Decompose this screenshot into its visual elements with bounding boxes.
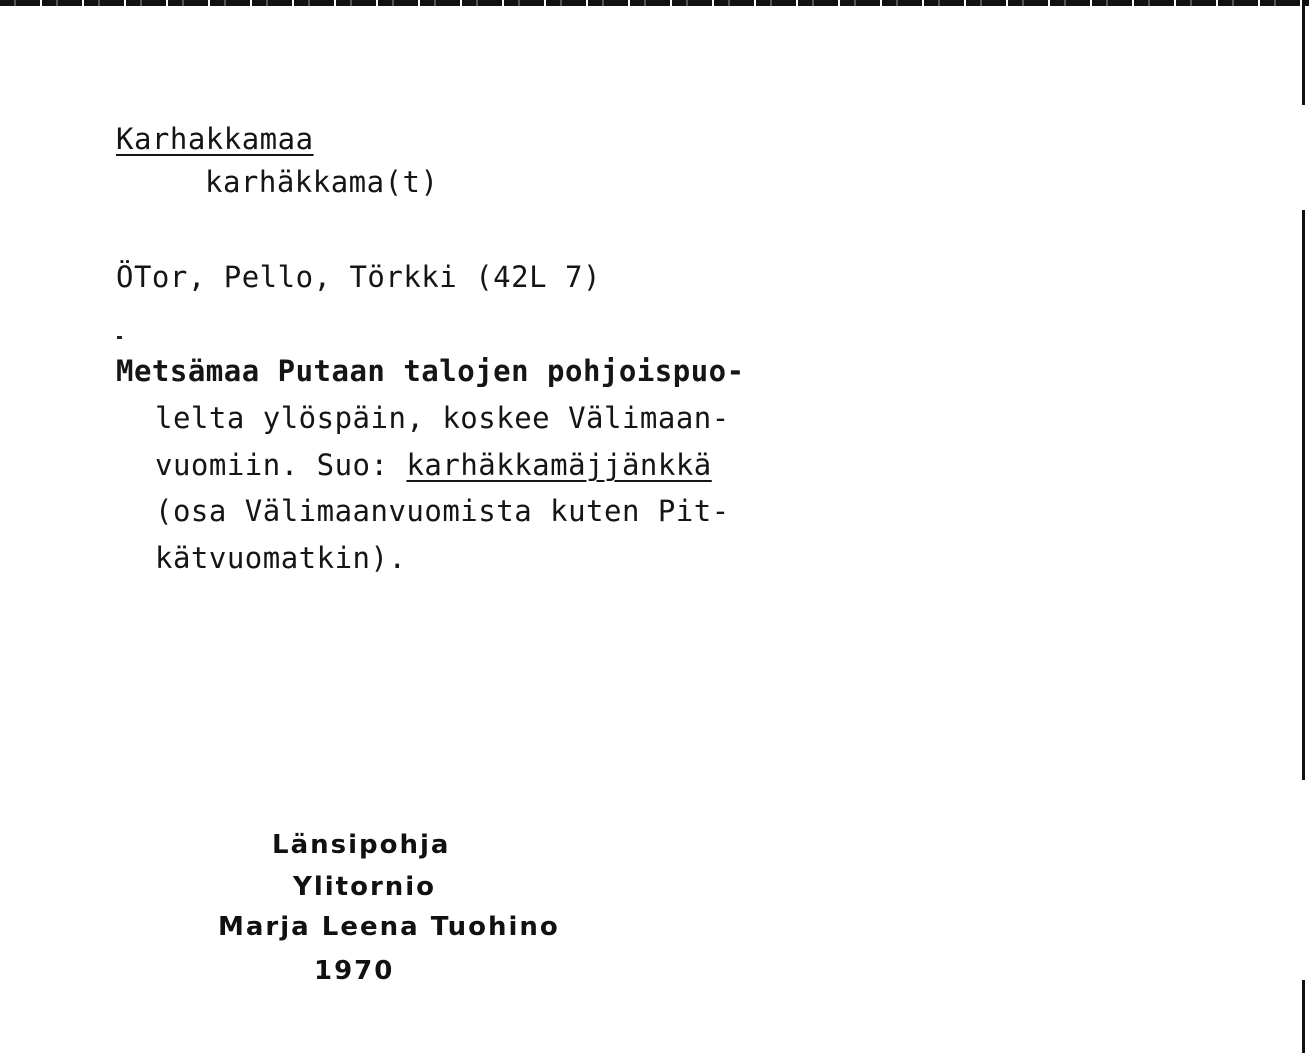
stray-mark [117, 336, 122, 339]
stamp-region: Länsipohja [272, 830, 451, 860]
description-line-5: kätvuomatkin). [155, 541, 407, 575]
card-top-edge [0, 0, 1309, 6]
card-right-edge [1302, 0, 1305, 105]
stamp-collector: Marja Leena Tuohino [218, 912, 560, 942]
description-line-4: (osa Välimaanvuomista kuten Pit- [155, 494, 730, 528]
stamp-municipality: Ylitornio [293, 872, 437, 902]
source-line: ÖTor, Pello, Törkki (42L 7) [116, 260, 601, 294]
description-line-3-prefix: vuomiin. Suo: [155, 448, 407, 482]
place-name-underlined: karhäkkamäjjänkkä [406, 448, 712, 482]
description-line-3 [155, 448, 712, 482]
headword: Karhakkamaa [116, 122, 314, 156]
description-line-1: Metsämaa Putaan talojen pohjoispuo- [116, 354, 745, 388]
card-right-edge-bottom [1302, 980, 1305, 1053]
card-right-edge-lower [1302, 210, 1305, 780]
description-line-2: lelta ylöspäin, koskee Välimaan- [155, 401, 730, 435]
stamp-year: 1970 [314, 956, 395, 986]
dialect-form: karhäkkama(t) [205, 165, 439, 199]
